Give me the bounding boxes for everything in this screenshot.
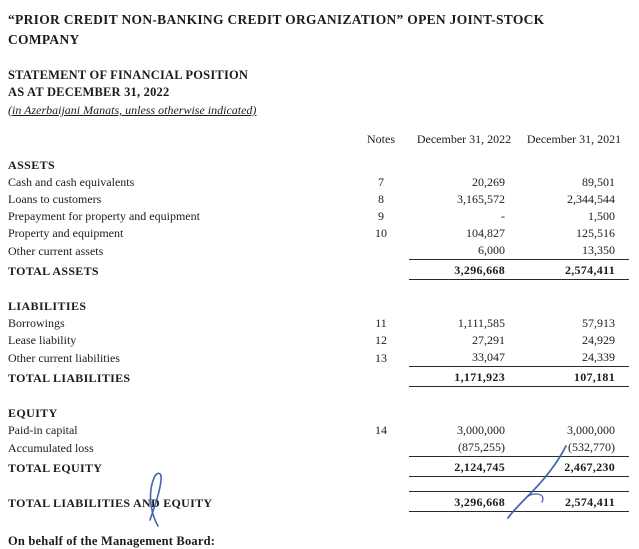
section-row-assets: ASSETS — [8, 158, 56, 173]
section-row-liabilities: LIABILITIES — [8, 299, 87, 314]
table-row: Lease liability 12 27,291 24,929 — [8, 333, 615, 348]
spacer-row — [8, 476, 629, 491]
table-row: Other current liabilities 13 33,047 24,339 — [8, 349, 629, 367]
table-row: Other current assets 6,000 13,350 — [8, 242, 629, 260]
section-row-equity: EQUITY — [8, 406, 58, 421]
currency-note: (in Azerbaijani Manats, unless otherwise indicated) — [8, 102, 257, 117]
table-row: Prepayment for property and equipment 9 - 1,500 — [8, 209, 615, 224]
column-spacer — [8, 132, 353, 153]
total-liabilities-row: TOTAL LIABILITIES 1,171,923 107,181 — [8, 366, 629, 386]
column-header-2022: December 31, 2022 — [416, 131, 512, 146]
table-row: Property and equipment 10 104,827 125,516 — [8, 226, 615, 241]
table-row: Borrowings 11 1,111,585 57,913 — [8, 316, 615, 331]
table-row: Accumulated loss (875,255) (532,770) — [8, 439, 629, 457]
column-header-notes: Notes — [367, 131, 395, 146]
table-row: Loans to customers 8 3,165,572 2,344,544 — [8, 192, 615, 207]
company-title: “PRIOR CREDIT NON-BANKING CREDIT ORGANIZATION” OPEN JOINT-STOCK COMPANY — [8, 12, 545, 47]
spacer-row — [8, 279, 629, 294]
financial-position-table — [8, 132, 629, 512]
statement-title: STATEMENT OF FINANCIAL POSITION — [8, 68, 249, 83]
total-assets-row: TOTAL ASSETS 3,296,668 2,574,411 — [8, 259, 629, 279]
table-row: Paid-in capital 14 3,000,000 3,000,000 — [8, 423, 615, 438]
total-equity-row: TOTAL EQUITY 2,124,745 2,467,230 — [8, 456, 629, 476]
management-board-line: On behalf of the Management Board: — [8, 533, 216, 548]
statement-date-line: AS AT DECEMBER 31, 2022 — [8, 85, 170, 99]
table-header-row — [8, 132, 629, 153]
column-header-2021: December 31, 2021 — [526, 131, 622, 146]
total-liabilities-and-equity-row: TOTAL LIABILITIES AND EQUITY 3,296,668 2,574,411 — [8, 491, 629, 511]
spacer-row — [8, 386, 629, 401]
table-row: Cash and cash equivalents 7 20,269 89,501 — [8, 175, 615, 190]
